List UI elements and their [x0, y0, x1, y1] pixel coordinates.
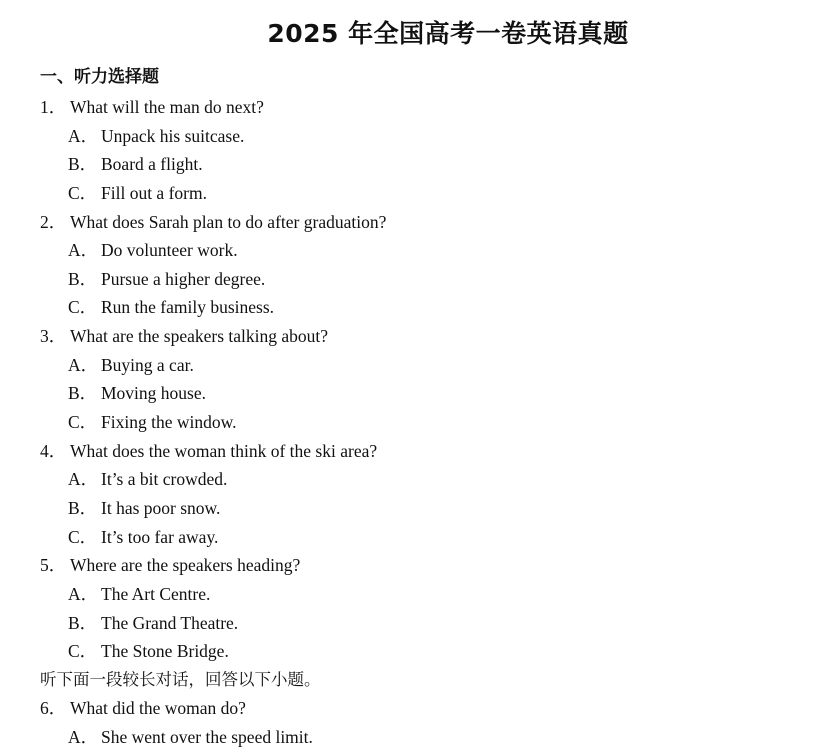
option-letter: A． [68, 469, 99, 490]
option-letter: C． [68, 641, 98, 662]
listening-instruction: 听下面一段较长对话，回答以下小题。 [40, 669, 321, 689]
option-text: The Stone Bridge. [101, 641, 229, 662]
option [0, 150, 819, 179]
option-text: Fixing the window. [101, 412, 237, 433]
option-text: Fill out a form. [101, 182, 207, 203]
option [0, 351, 819, 380]
question [0, 322, 819, 351]
option [0, 465, 819, 494]
option [0, 580, 819, 609]
question-number: 4． [40, 440, 67, 461]
section-heading: 一、听力选择题 [40, 67, 159, 87]
option-text: The Grand Theatre. [101, 612, 239, 633]
option [0, 523, 819, 552]
option-letter: C． [68, 526, 98, 547]
option [0, 265, 819, 294]
question-text: What does Sarah plan to do after graduation? [70, 211, 387, 232]
option-letter: C． [68, 182, 98, 203]
option-text: Unpack his suitcase. [101, 125, 245, 146]
option [0, 494, 819, 523]
option [0, 122, 819, 151]
option [0, 723, 819, 752]
question [0, 93, 819, 122]
option-text: Buying a car. [101, 354, 194, 375]
option-letter: B． [68, 612, 98, 633]
option-text: It’s a bit crowded. [101, 469, 228, 490]
option [0, 408, 819, 437]
question [0, 208, 819, 237]
option [0, 236, 819, 265]
option-letter: A． [68, 354, 99, 375]
option-letter: A． [68, 240, 99, 261]
question-text: Where are the speakers heading? [70, 555, 301, 576]
option-letter: B． [68, 383, 98, 404]
option-text: The Art Centre. [101, 583, 211, 604]
option-letter: C． [68, 412, 98, 433]
option [0, 293, 819, 322]
option-text: Do volunteer work. [101, 240, 238, 261]
option [0, 379, 819, 408]
question-number: 6． [40, 698, 67, 719]
option-text: Pursue a higher degree. [101, 268, 266, 289]
option-letter: A． [68, 583, 99, 604]
option-letter: A． [68, 125, 99, 146]
question [0, 551, 819, 580]
question-text: What will the man do next? [70, 97, 264, 117]
question-text: What did the woman do? [70, 698, 246, 719]
option-text: She went over the speed limit. [101, 727, 313, 748]
option [0, 609, 819, 638]
question-number: 1． [40, 97, 67, 117]
option [0, 637, 819, 666]
question-number: 3． [40, 326, 67, 347]
question-text: What are the speakers talking about? [70, 326, 329, 347]
option [0, 179, 819, 208]
option-text: Run the family business. [101, 297, 275, 318]
option-letter: C． [68, 297, 98, 318]
question-list [0, 93, 819, 752]
question-number: 2． [40, 211, 67, 232]
option-letter: B． [68, 268, 98, 289]
option-text: Board a flight. [101, 154, 203, 175]
option-text: It’s too far away. [101, 526, 219, 547]
option-text: It has poor snow. [101, 497, 221, 518]
page-title: 2025 年全国高考一卷英语真题 [267, 19, 629, 48]
option-text: Moving house. [101, 383, 206, 404]
question [0, 694, 819, 723]
question-text: What does the woman think of the ski area? [70, 440, 378, 461]
option-letter: B． [68, 497, 98, 518]
option-letter: B． [68, 154, 98, 175]
option-letter: A． [68, 727, 99, 748]
question-number: 5． [40, 555, 67, 576]
question [0, 437, 819, 466]
